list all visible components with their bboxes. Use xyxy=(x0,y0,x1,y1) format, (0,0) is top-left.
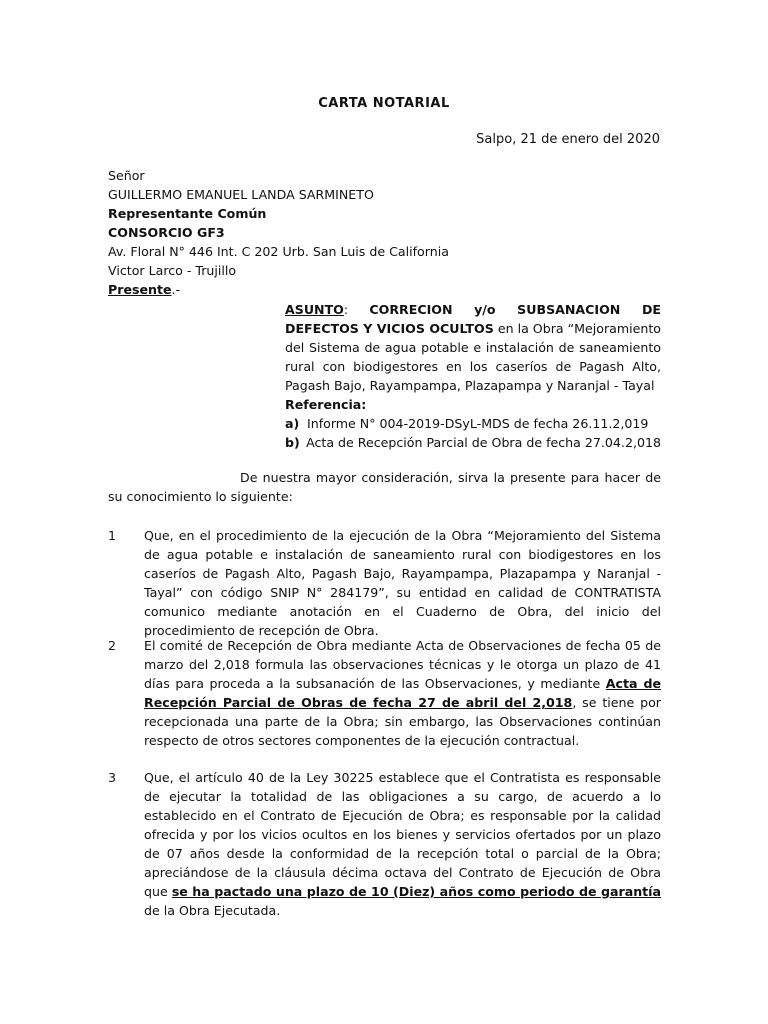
addressee-name: GUILLERMO EMANUEL LANDA SARMINETO xyxy=(108,187,374,202)
address-line-2: Victor Larco - Trujillo xyxy=(108,263,237,278)
addressee-company: CONSORCIO GF3 xyxy=(108,225,225,240)
reference-text: Informe N° 004-2019-DSyL-MDS de fecha 26.11.2,019 xyxy=(307,416,649,431)
item-number: 3 xyxy=(108,770,117,785)
asunto-block xyxy=(285,300,661,452)
asunto-rest: en la Obra “Mejoramiento del Sistema de agua potable e instalación de saneamiento rural con biodigestores en los caseríos de Pagash Alto, Pagash Bajo, Rayampampa, Plazapampa y Naranjal - Tayal xyxy=(285,321,662,393)
asunto-colon: : xyxy=(343,302,370,317)
reference-text: Acta de Recepción Parcial de Obra de fecha 27.04.2,018 xyxy=(306,435,661,450)
presente-label: Presente xyxy=(108,282,172,297)
item-number: 1 xyxy=(108,528,117,543)
reference-item xyxy=(285,414,661,433)
reference-letter: b) xyxy=(285,435,300,450)
item-text-pre: Que, el artículo 40 de la Ley 30225 establece que el Contratista es responsable de ejecutar la totalidad de las obligaciones a su cargo, de acuerdo a lo establecido en el Contrato de Ejecución de Obra; es responsable por la calidad ofrecida y por los vicios ocultos en los bienes y servicios ofertados por un plazo de 07 años desde la conformidad de la recepción total o parcial de la Obra; apreciándose de la cláusula décima octava del Contrato de Ejecución de Obra que xyxy=(144,770,661,899)
item-text xyxy=(144,526,661,640)
numbered-item xyxy=(108,526,661,640)
item-text-post: , se tiene por recepcionada una parte de la Obra; sin embargo, las Observaciones continúan respecto de otros sectores componentes de la ejecución contractual. xyxy=(144,695,661,748)
item-paragraph: Que, en el procedimiento de la ejecución de la Obra “Mejoramiento del Sistema de agua potable e instalación de saneamiento rural con biodigestores en los caseríos de Pagash Alto, Pagash Bajo, Rayampampa, Plazapampa y Naranjal - Tayal” con código SNIP N° 284179”, su entidad en calidad de CONTRATISTA comunico mediante anotación en el Cuaderno de Obra, del inicio del procedimiento de recepción de Obra. xyxy=(144,528,661,638)
numbered-item xyxy=(108,768,661,920)
intro-text: De nuestra mayor consideración, sirva la presente para hacer de su conocimiento lo siguiente: xyxy=(108,470,661,504)
asunto-paragraph xyxy=(285,300,661,395)
item-text xyxy=(144,636,661,750)
reference-letter: a) xyxy=(285,416,300,431)
item-text-pre: El comité de Recepción de Obra mediante Acta de Observaciones de fecha 05 de marzo del 2,018 formula las observaciones técnicas y le otorga un plazo de 41 días para proceda a la subsanación de las Observaciones, y mediante xyxy=(144,638,661,691)
letter-date: Salpo, 21 de enero del 2020 xyxy=(476,132,660,147)
referencia-label: Referencia: xyxy=(285,397,367,412)
asunto-label: ASUNTO xyxy=(285,302,344,317)
intro-paragraph xyxy=(108,468,661,506)
addressee-role: Representante Común xyxy=(108,206,267,221)
item-paragraph xyxy=(144,636,661,750)
reference-item xyxy=(285,433,661,452)
item-text-post: de la Obra Ejecutada. xyxy=(144,903,281,918)
item-number: 2 xyxy=(108,638,117,653)
salutation: Señor xyxy=(108,168,145,183)
asunto-subject: CORRECION y/o SUBSANACION DE DEFECTOS Y VICIOS OCULTOS xyxy=(285,302,662,336)
item-paragraph xyxy=(144,768,661,920)
presente-suffix: .- xyxy=(171,282,181,297)
addressee-block xyxy=(108,166,668,299)
item-text-emphasis: se ha pactado una plazo de 10 (Diez) años como periodo de garantía xyxy=(171,884,661,899)
numbered-item xyxy=(108,636,661,750)
letter-title: CARTA NOTARIAL xyxy=(318,96,450,111)
presente-line xyxy=(108,280,668,299)
address-line-1: Av. Floral N° 446 Int. C 202 Urb. San Luis de California xyxy=(108,244,449,259)
item-text-emphasis: Acta de Recepción Parcial de Obras de fecha 27 de abril del 2,018 xyxy=(144,676,662,710)
item-text xyxy=(144,768,661,920)
